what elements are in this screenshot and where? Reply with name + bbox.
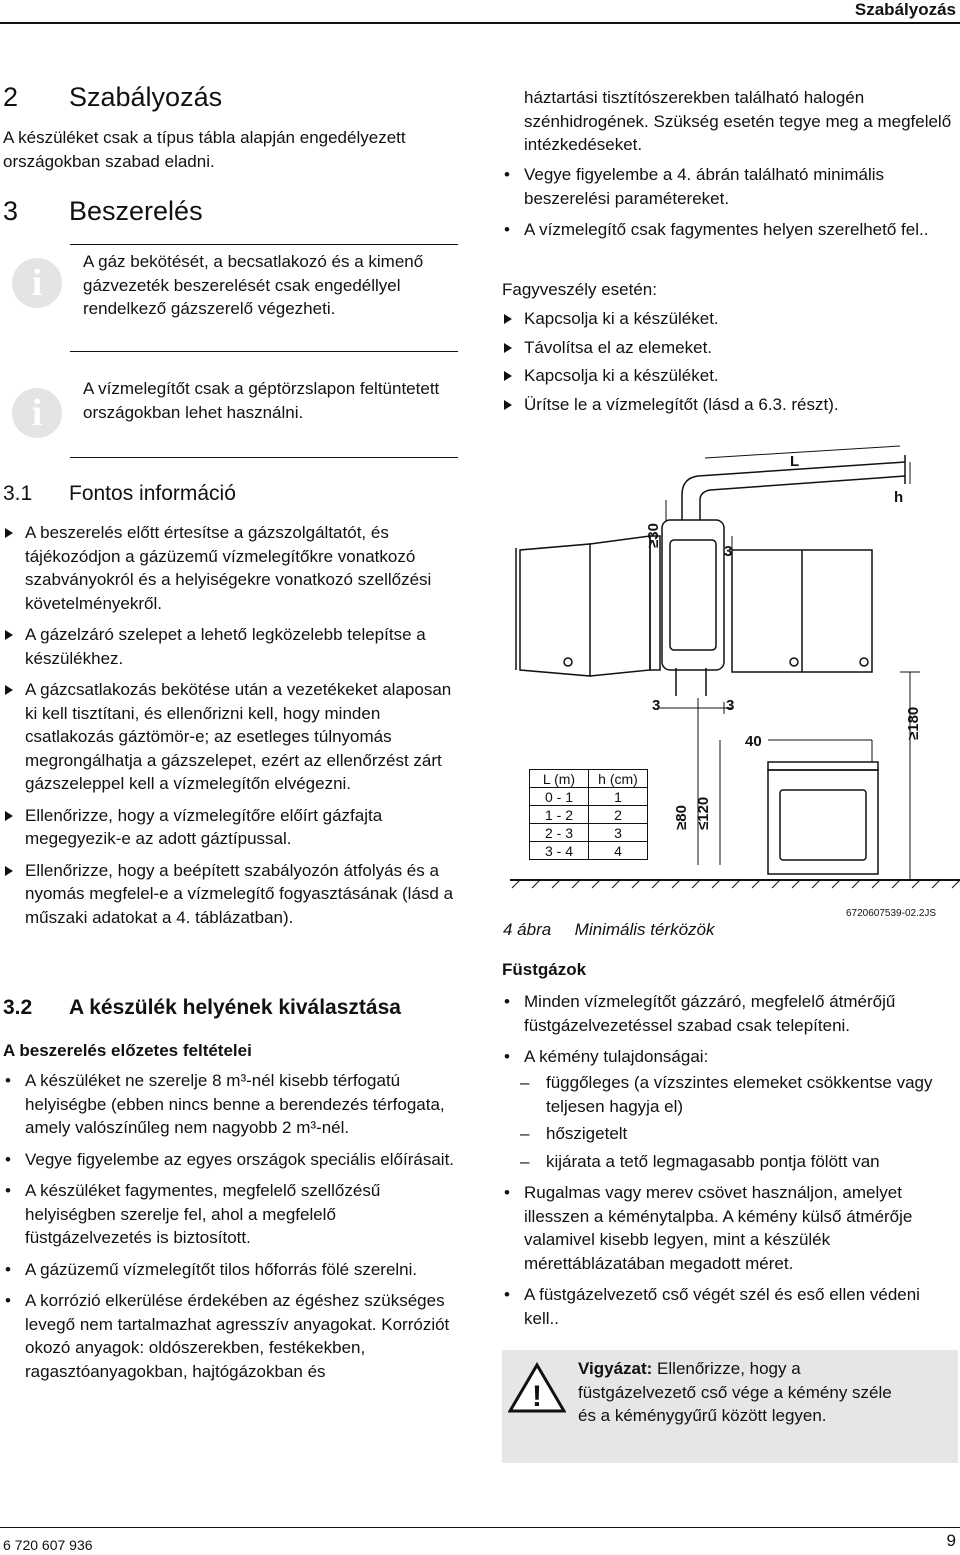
warning-label: Vigyázat: <box>578 1359 653 1378</box>
header-rule <box>0 22 960 24</box>
table-row <box>530 842 648 860</box>
list-item: – kijárata a tető legmagasabb pontja fölött van <box>502 1150 957 1174</box>
list-item: Ellenőrizze, hogy a beépített szabályozón átfolyás és a nyomás megfelel-e a vízmelegítő fogyasztásának (lásd a műszaki adatokat a 4. táblázatban). <box>3 859 461 930</box>
table-cell: 1 - 2 <box>530 806 589 824</box>
section-3-title: Beszerelés <box>69 196 203 226</box>
table-row <box>530 770 648 788</box>
warning-icon <box>508 1362 566 1414</box>
section-3-1-title: Fontos információ <box>69 482 236 505</box>
dim-label-h: h <box>894 489 904 506</box>
table-cell: 3 - 4 <box>530 842 589 860</box>
figure-caption-text: Minimális térközök <box>574 920 715 939</box>
section-3-2-number: 3.2 <box>3 996 33 1019</box>
frost-heading: Fagyveszély esetén: <box>502 280 657 299</box>
table-cell: 0 - 1 <box>530 788 589 806</box>
flue-pipe-list <box>502 1181 957 1338</box>
figure-caption-number: 4 ábra <box>503 920 552 939</box>
list-item: A gázelzáró szelepet a lehető legközelebb telepítse a készülékhez. <box>3 623 461 670</box>
preconditions-list <box>3 1069 461 1391</box>
preconditions-subheading: A beszerelés előzetes feltételei <box>3 1041 252 1060</box>
flue-gases-heading: Füstgázok <box>502 960 587 979</box>
list-item: • A vízmelegítő csak fagymentes helyen szerelhető fel.. <box>502 218 957 242</box>
dim-label-80: ≥80 <box>673 805 690 830</box>
list-item: • A készüléket ne szerelje 8 m³-nél kisebb térfogatú helyiségbe (ebben nincs benne a berendezés térfogata, amely valószínűleg nem nagyobb 2 m³-nél. <box>3 1069 461 1140</box>
document-number: 6 720 607 936 <box>3 1537 93 1553</box>
table-header-cell: h (cm) <box>589 770 648 788</box>
table-row <box>530 824 648 842</box>
list-item: Kapcsolja ki a készüléket. <box>502 364 957 388</box>
note-rule-bottom <box>70 457 458 458</box>
table-cell: 4 <box>589 842 648 860</box>
table-header-cell: L (m) <box>530 770 589 788</box>
table-cell: 2 - 3 <box>530 824 589 842</box>
section-3-2-heading <box>3 996 401 1020</box>
list-item: • A korrózió elkerülése érdekében az égéshez szükséges levegő nem tartalmazhat agresszív anyagokat. Korróziót okozó anyagok: oldószerekben, festékekben, ragasztóanyagokban, hajtógázokban és <box>3 1289 461 1383</box>
list-item: • Vegye figyelembe a 4. ábrán található minimális beszerelési paramétereket. <box>502 163 957 210</box>
section-3-2-title: A készülék helyének kiválasztása <box>69 996 401 1019</box>
dim-label-180: ≥180 <box>905 706 922 740</box>
table-cell: 3 <box>589 824 648 842</box>
section-2-title: Szabályozás <box>69 82 223 112</box>
list-item: Távolítsa el az elemeket. <box>502 336 957 360</box>
list-item: • A készüléket fagymentes, megfelelő szellőzésű helyiségben szerelje fel, ahol a megfelelő füstgázelvezetés is biztosított. <box>3 1179 461 1250</box>
page-number: 9 <box>946 1531 956 1550</box>
info-icon: i <box>12 388 62 438</box>
table-cell: 1 <box>589 788 648 806</box>
dim-label-30: ≥30 <box>645 523 662 548</box>
list-item: A beszerelés előtt értesítse a gázszolgáltatót, és tájékozódjon a gázüzemű vízmelegítőkre vonatkozó szabványokról és a helyiségekre vonatkozó szellőzési követelményekről. <box>3 521 461 615</box>
list-item: Kapcsolja ki a készüléket. <box>502 307 957 331</box>
note-rule-top <box>70 244 458 245</box>
dim-label-3: 3 <box>724 543 733 560</box>
list-item: • A kémény tulajdonságai: <box>502 1045 957 1069</box>
section-3-number: 3 <box>3 196 19 226</box>
info-icon: i <box>12 258 62 308</box>
install-note-countries: A vízmelegítőt csak a géptörzslapon feltüntetett országokban lehet használni. <box>83 379 440 422</box>
list-item: – függőleges (a vízszintes elemeket csökkentse vagy teljesen hagyja el) <box>502 1071 957 1118</box>
figure-reference-code: 6720607539-02.2JS <box>846 908 937 919</box>
dim-label-120: ≤120 <box>695 796 712 830</box>
list-item: • A füstgázelvezető cső végét szél és eső ellen védeni kell.. <box>502 1283 957 1330</box>
list-item: • Vegye figyelembe az egyes országok speciális előírásait. <box>3 1148 461 1172</box>
list-item: • Rugalmas vagy merev csövet használjon, amelyet illesszen a kéménytalpba. A kémény külső átmérője valamivel kisebb legyen, mint a készülék mérettáblázatában megadott méret. <box>502 1181 957 1275</box>
table-row <box>530 788 648 806</box>
cooker <box>768 770 878 874</box>
footer-rule <box>0 1527 960 1528</box>
requirements-list <box>502 163 957 250</box>
figure-caption <box>503 920 714 940</box>
running-header-title: Szabályozás <box>854 0 956 19</box>
important-info-list <box>3 521 461 937</box>
list-item: Ürítse le a vízmelegítőt (lásd a 6.3. részt). <box>502 393 957 417</box>
list-item: • A gázüzemű vízmelegítőt tilos hőforrás fölé szerelni. <box>3 1258 461 1282</box>
flue-gases-list <box>502 990 957 1073</box>
dim-label-3: 3 <box>726 697 735 714</box>
svg-text:!: ! <box>532 1380 542 1413</box>
table-row <box>530 806 648 824</box>
section-3-1-heading <box>3 482 236 506</box>
table-cell: 2 <box>589 806 648 824</box>
water-heater <box>662 520 724 670</box>
section-3-heading <box>3 196 203 227</box>
dim-label-L: L <box>790 453 800 470</box>
warning-text <box>578 1357 908 1428</box>
list-item: – hőszigetelt <box>502 1122 957 1146</box>
note-rule-middle <box>70 351 458 352</box>
frost-steps-list <box>502 307 957 421</box>
warning-message: Ellenőrizze, hogy a füstgázelvezető cső vége a kémény széle és a kéménygyűrű között legyen. <box>578 1359 892 1425</box>
continuation-text: háztartási tisztítószerekben található halogén szénhidrogének. Szükség esetén tegye meg a megfelelő intézkedéseket. <box>524 88 952 154</box>
flue-pipe <box>682 462 905 520</box>
section-2-heading <box>3 82 222 113</box>
left-cabinet-door <box>520 544 590 676</box>
chimney-properties-list <box>502 1071 957 1177</box>
section-3-1-number: 3.1 <box>3 482 33 505</box>
dim-label-40: 40 <box>745 733 762 750</box>
flue-pipe-inner <box>700 476 905 520</box>
flue-length-table <box>529 769 648 860</box>
install-note-gas-fitter: A gáz bekötését, a becsatlakozó és a kimenő gázvezeték beszerelését csak engedéllyel rendelkező gázszerelő végezheti. <box>83 252 424 318</box>
list-item: A gázcsatlakozás bekötése után a vezetékeket alaposan ki kell tisztítani, és ellenőrizni kell, hogy minden csatlakozás gáztömör-e; az esetleges túlnyomás megrongálhatja a gázszelepet, ezért az ellenőrzést zárt gázszeleppel kell a vízmelegítőn elvégezni. <box>3 678 461 796</box>
list-item: Ellenőrizze, hogy a vízmelegítőre előírt gázfajta megegyezik-e az adott gáztípussal. <box>3 804 461 851</box>
list-item: • Minden vízmelegítőt gázzáró, megfelelő átmérőjű füstgázelvezetéssel szabad csak telepíteni. <box>502 990 957 1037</box>
dim-label-3: 3 <box>652 697 661 714</box>
section-2-text: A készüléket csak a típus tábla alapján engedélyezett országokban szabad eladni. <box>3 128 406 171</box>
section-2-number: 2 <box>3 82 19 112</box>
